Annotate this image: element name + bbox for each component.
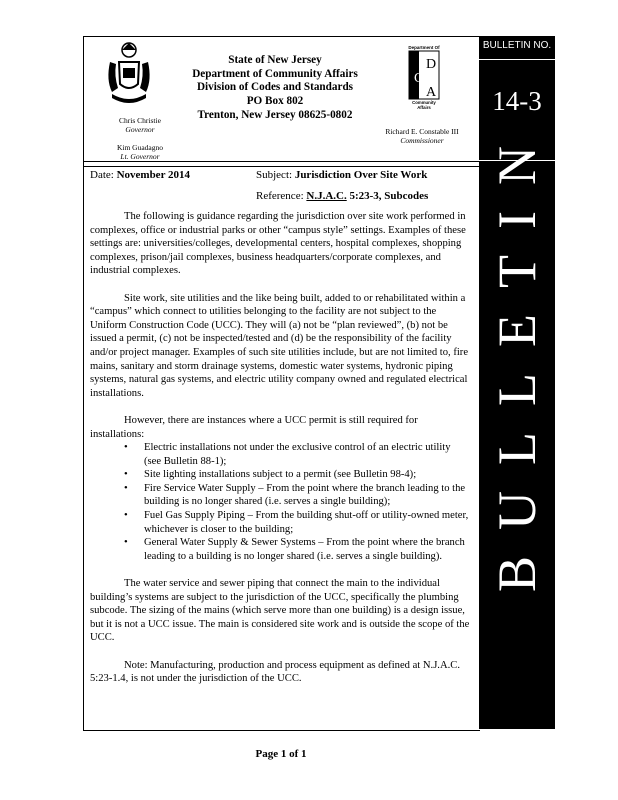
paragraph-1: The following is guidance regarding the jurisdiction over site work performed in complexes, office or industrial parks or other “campus style” settings. Examples of these settings are: universities/colleges, developmental centers, hospital complexes, shopping complexes, prison/jail complexes, business headquarters/corporate complexes, and industrial complexes. [90, 211, 466, 277]
paragraph-3: However, there are instances where a UCC permit is still required for installations: [90, 414, 418, 440]
bullet-icon: • [124, 469, 128, 481]
bulletin-vertical-word: BULLETIN [487, 120, 547, 592]
bulletin-number: 14-3 [492, 86, 542, 116]
list-item: • General Water Supply & Sewer Systems – From the point where the branch leading to a building is no longer shared (i.e. serves a single building). [124, 537, 465, 562]
reference-value: 5:23-3, Subcodes [346, 190, 429, 202]
date-label: Date: [90, 169, 114, 181]
svg-text:Affairs: Affairs [417, 105, 431, 110]
list-item: • Fire Service Water Supply – From the point where the branch leading to the building is no longer shared (i.e. serves a single building); [124, 482, 466, 508]
sidebar-divider [479, 59, 555, 60]
permit-list [90, 441, 470, 563]
governor-name: Chris Christie [119, 116, 161, 125]
bullet-icon: • [124, 510, 128, 522]
lt-governor-title: Lt. Governor [120, 152, 160, 161]
commissioner-name: Richard E. Constable III [385, 127, 459, 136]
bulletin-body [90, 210, 470, 699]
bullet-icon: • [124, 537, 128, 549]
lt-governor-block [108, 143, 172, 161]
date-value: November 2014 [116, 169, 191, 181]
header-divider-2 [83, 166, 479, 167]
commissioner-title: Commissioner [400, 136, 444, 145]
agency-line-2: Department of Community Affairs [192, 67, 358, 80]
subject-value: Jurisdiction Over Site Work [294, 169, 428, 181]
agency-line-5: Trenton, New Jersey 08625-0802 [197, 108, 353, 121]
reference-code: N.J.A.C. [306, 190, 347, 202]
reference-line [256, 190, 428, 203]
dca-logo-icon [406, 44, 442, 110]
svg-text:Community: Community [412, 100, 436, 105]
date-line [90, 169, 190, 182]
bullet-icon: • [124, 442, 128, 454]
reference-label: Reference: [256, 190, 304, 202]
bulletin-no-label: BULLETIN NO. [482, 40, 552, 51]
dca-logo-top-text: Department Of [408, 45, 440, 50]
dca-letter-c: C [414, 71, 424, 86]
dca-letter-d: D [426, 57, 437, 72]
agency-line-4: PO Box 802 [246, 95, 304, 108]
paragraph-5: Note: Manufacturing, production and process equipment as defined at N.J.A.C. 5:23-1.4, is not under the jurisdiction of the UCC. [90, 659, 460, 685]
list-item: • Fuel Gas Supply Piping – From the building shut-off or utility-owned meter, whichever is closer to the building; [124, 510, 469, 535]
governor-block [108, 116, 172, 134]
commissioner-block [372, 127, 472, 145]
page-number: Page 1 of 1 [255, 748, 307, 760]
lt-governor-name: Kim Guadagno [116, 143, 164, 152]
agency-line-3: Division of Codes and Standards [196, 81, 354, 94]
state-seal-icon [104, 40, 154, 106]
subject-label: Subject: [256, 169, 293, 181]
agency-address [186, 54, 364, 123]
list-item: • Electric installations not under the exclusive control of an electric utility (see Bulletin 88-1); [124, 442, 451, 467]
agency-line-1: State of New Jersey [228, 54, 322, 66]
header-divider [83, 161, 479, 162]
bullet-icon: • [124, 482, 128, 494]
subject-line [256, 169, 427, 182]
paragraph-4: The water service and sewer piping that connect the main to the individual building’s systems are subject to the jurisdiction of the UCC, specifically the plumbing subcode. The sizing of the mains (which serve more than one building) is a design issue, but it is not a UCC issue. The main is considered site work and is outside the scope of the UCC. [90, 578, 470, 644]
paragraph-2: Site work, site utilities and the like being built, added to or rehabilitated within a “campus” which connect to utilities belonging to the facility are not subject to the Uniform Construction Code (UCC). They will (a) not be “plan reviewed”, (b) not be issued a permit, (c) not be inspected/tested and (d) be the responsibility of the facility and/or project manager. Examples of such site utilities include, but are not limited to, fire mains, sanitary and storm drainage systems, domestic water systems, hydronic piping systems, natural gas systems, and electric utility company owned and regulated electrical installations. [90, 292, 469, 399]
dca-letter-a: A [426, 85, 437, 100]
list-item: • Site lighting installations subject to a permit (see Bulletin 98-4); [124, 469, 417, 481]
governor-title: Governor [125, 125, 155, 134]
